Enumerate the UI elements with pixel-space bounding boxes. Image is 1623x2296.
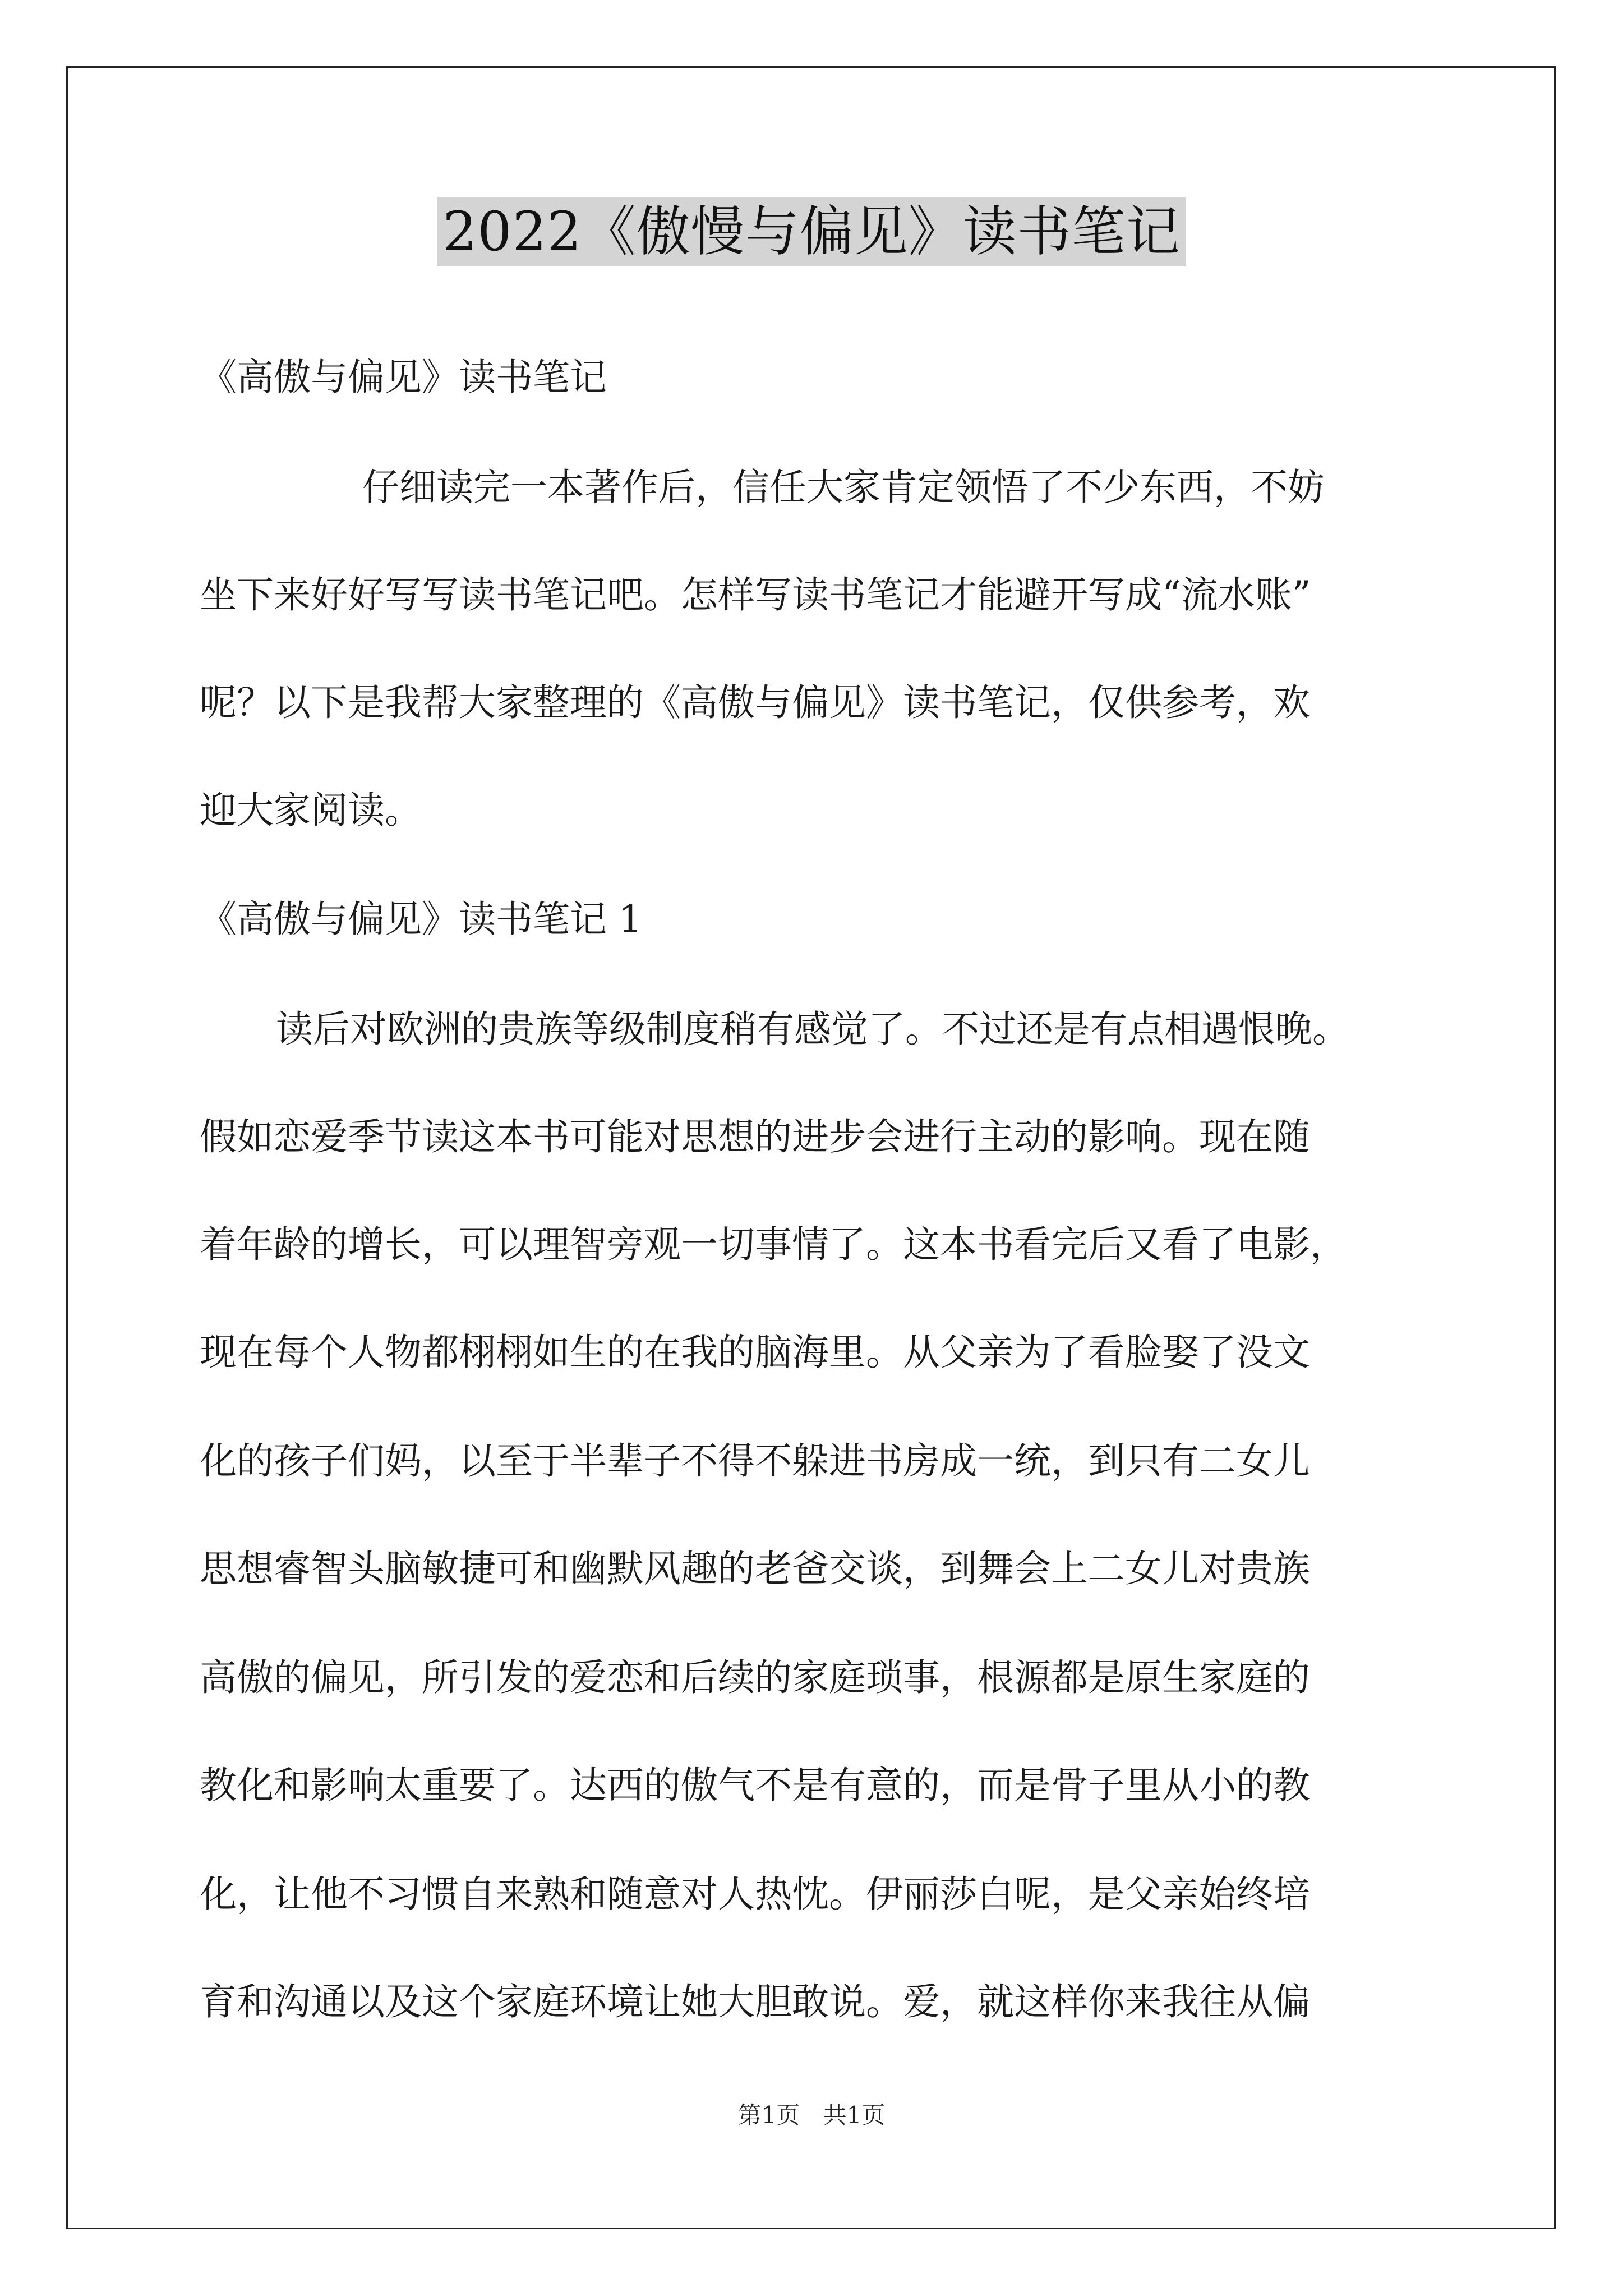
paragraph-line: 着年龄的增长，可以理智旁观一切事情了。这本书看完后又看了电影，: [200, 1223, 1347, 1266]
page-number: 第1页: [737, 2101, 800, 2129]
paragraph-line: 迎大家阅读。: [200, 789, 422, 832]
paragraph-line: 仔细读完一本著作后，信任大家肯定领悟了不少东西，不妨: [362, 466, 1325, 509]
page-total: 共1页: [823, 2101, 886, 2129]
paragraph-line: 坐下来好好写写读书笔记吧。怎样写读书笔记才能避开写成“流水账”: [200, 573, 1311, 616]
paragraph-line: 育和沟通以及这个家庭环境让她大胆敢说。爱，就这样你来我往从偏: [200, 1980, 1310, 2023]
document-title: 2022《傲慢与偏见》读书笔记: [437, 197, 1186, 266]
paragraph-line: 现在每个人物都栩栩如生的在我的脑海里。从父亲为了看脸娶了没文: [200, 1331, 1310, 1374]
paragraph-line: 呢？以下是我帮大家整理的《高傲与偏见》读书笔记，仅供参考，欢: [200, 681, 1310, 724]
page-footer: [0, 2097, 1623, 2131]
paragraph-line: 教化和影响太重要了。达西的傲气不是有意的，而是骨子里从小的教: [200, 1764, 1310, 1807]
paragraph-line: 思想睿智头脑敏捷可和幽默风趣的老爸交谈，到舞会上二女儿对贵族: [200, 1547, 1310, 1590]
paragraph-line: 高傲的偏见，所引发的爱恋和后续的家庭琐事，根源都是原生家庭的: [200, 1656, 1310, 1699]
paragraph-line: 假如恋爱季节读这本书可能对思想的进步会进行主动的影响。现在随: [200, 1115, 1310, 1158]
paragraph-line: 化，让他不习惯自来熟和随意对人热忱。伊丽莎白呢，是父亲始终培: [200, 1872, 1310, 1916]
paragraph-line: 读后对欧洲的贵族等级制度稍有感觉了。不过还是有点相遇恨晚。: [276, 1007, 1349, 1051]
section-heading: 《高傲与偏见》读书笔记 1: [200, 898, 642, 941]
section-heading: 《高傲与偏见》读书笔记: [200, 356, 607, 399]
paragraph-line: 化的孩子们妈，以至于半辈子不得不躲进书房成一统，到只有二女儿: [200, 1439, 1310, 1483]
title-container: [0, 197, 1623, 266]
